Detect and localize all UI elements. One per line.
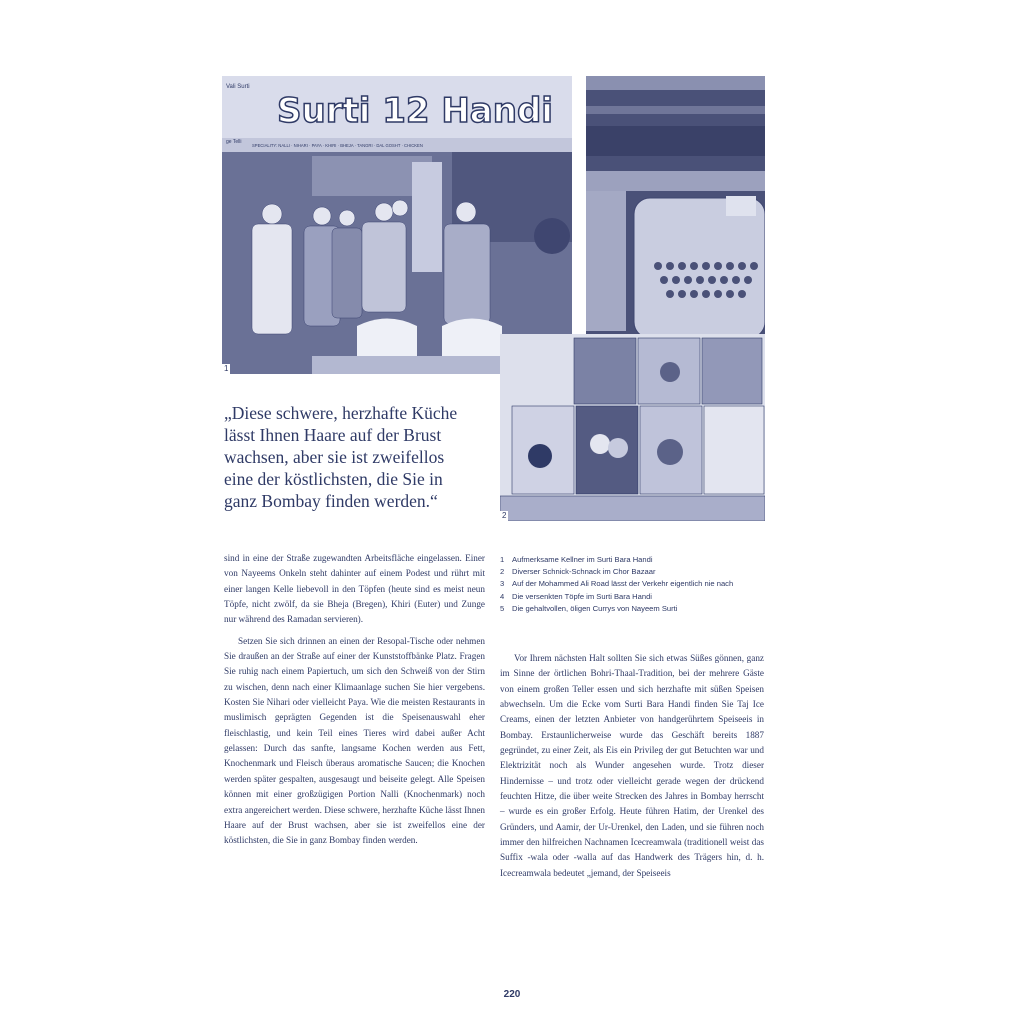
body-column-left (224, 551, 485, 849)
caption-item (500, 578, 770, 590)
body-paragraph: sind in eine der Straße zugewandten Arbeitsfläche eingelassen. Einer von Nayeems Onkeln steht dahinter auf einem Podest und rührt mit einer langen Kelle liebevoll in den Töpfen (heute sind es meist neun Töpfe, nicht zwölf, da sie Bheja (Bregen), Khiri (Euter) und Zunge nur während des Ramadan servieren). (224, 553, 485, 625)
caption-number: 5 (500, 603, 505, 613)
caption-text: Aufmerksame Kellner im Surti Bara Handi (512, 555, 653, 564)
caption-number: 1 (500, 555, 505, 564)
caption-number: 4 (500, 591, 505, 601)
caption-number: 3 (500, 579, 505, 589)
body-column-right (500, 651, 764, 881)
caption-item (500, 603, 770, 615)
caption-item (500, 566, 770, 578)
pull-quote-line: wachsen, aber sie ist zweifellos (224, 447, 445, 467)
sign-main-text: Surti 12 Handi (277, 91, 553, 131)
pull-quote-line: ganz Bombay finden werden.“ (224, 491, 438, 511)
pull-quote-line: „Diese schwere, herzhafte Küche (224, 403, 458, 423)
photo-typewriter-cassettes (500, 76, 765, 521)
caption-text: Diverser Schnick-Schnack im Chor Bazaar (512, 567, 656, 577)
pull-quote (224, 402, 494, 512)
caption-number: 2 (500, 567, 505, 577)
pull-quote-line: lässt Ihnen Haare auf der Brust (224, 425, 442, 445)
caption-text: Die gehaltvollen, öligen Currys von Nayeem Surti (512, 603, 678, 613)
caption-item (500, 554, 770, 566)
photo-number-2: 2 (502, 511, 507, 520)
photo-number-1: 1 (224, 364, 229, 373)
sign-subline: SPECIALITY: NALLI · NIHARI · PAYA · KHIRI · BHEJA · TANGRI · DAL GOSHT · CHICKEN (252, 143, 423, 148)
caption-item (500, 591, 770, 603)
body-paragraph: Vor Ihrem nächsten Halt sollten Sie sich etwas Süßes gönnen, ganz im Sinne der örtlichen Bohri-Thaal-Tradition, bei der mehrere Gäste von einem großen Teller essen und sich herzhafte mit süßen Speisen abwechseln. Um die Ecke vom Surti Bara Handi finden Sie Taj Ice Creams, einen der letzten Anbieter von handgerührtem Speiseeis in Bombay. Erstaunlicherweise wurde das Geschäft bereits 1887 gegründet, zu einer Zeit, als Eis ein Privileg der gut Betuchten war und Elektrizität noch als Wunder angesehen wurde. Trotz dieser Hindernisse – und trotz oder vielleicht gerade wegen der drückend feuchten Hitze, die über weite Strecken des Jahres in Bombay herrscht – wurde es ein großer Erfolg. Heute führen Hatim, der Urenkel des Gründers, und Aamir, der Ur-Urenkel, den Laden, und sie führen noch immer den hilfreichen Nachnamen Icecreamwala (traditionell weist das Suffix -wala oder -walla auf das Handwerk des Trägers hin, d. h. Icecreamwala bedeutet „jemand, der Speiseeis (500, 653, 764, 878)
sign-small-left: Vali Surti (226, 84, 250, 90)
photo-captions (500, 554, 770, 615)
caption-text: Die versenkten Töpfe im Surti Bara Handi (512, 591, 652, 601)
sign-small-left2: ge Telli (226, 139, 242, 145)
caption-text: Auf der Mohammed Ali Road lässt der Verkehr eigentlich nie nach (512, 579, 734, 589)
pull-quote-line: eine der köstlichsten, die Sie in (224, 469, 443, 489)
page-number: 220 (503, 989, 521, 1000)
body-paragraph: Setzen Sie sich drinnen an einen der Resopal-Tische oder nehmen Sie draußen an der Straße auf einer der Kunststoffbänke Platz. Fragen Sie ruhig nach einem Papiertuch, um sich den Schweiß von der Stirn zu wischen, denn nach einer Klimaanlage suchen Sie hier vergebens. Kosten Sie Nihari oder vielleicht Paya. Wie die meisten Restaurants in muslimisch geprägten Gegenden ist die Speisenauswahl eher fleischlastig, und kein Teil eines Tieres wird dabei außer Acht gelassen: Durch das sanfte, langsame Kochen werden aus Fett, Knochenmark und Fleisch überaus aromatische Saucen; die Knochen werden später gespalten, ausgesaugt und beiseite gelegt. Alle Speisen können mit einer großzügigen Portion Nalli (Knochenmark) noch extra angereichert werden. Diese schwere, herzhafte Küche lässt Ihnen Haare auf der Brust wachsen, aber sie ist zweifellos eine der köstlichsten, die Sie in ganz Bombay finden werden. (224, 635, 485, 846)
